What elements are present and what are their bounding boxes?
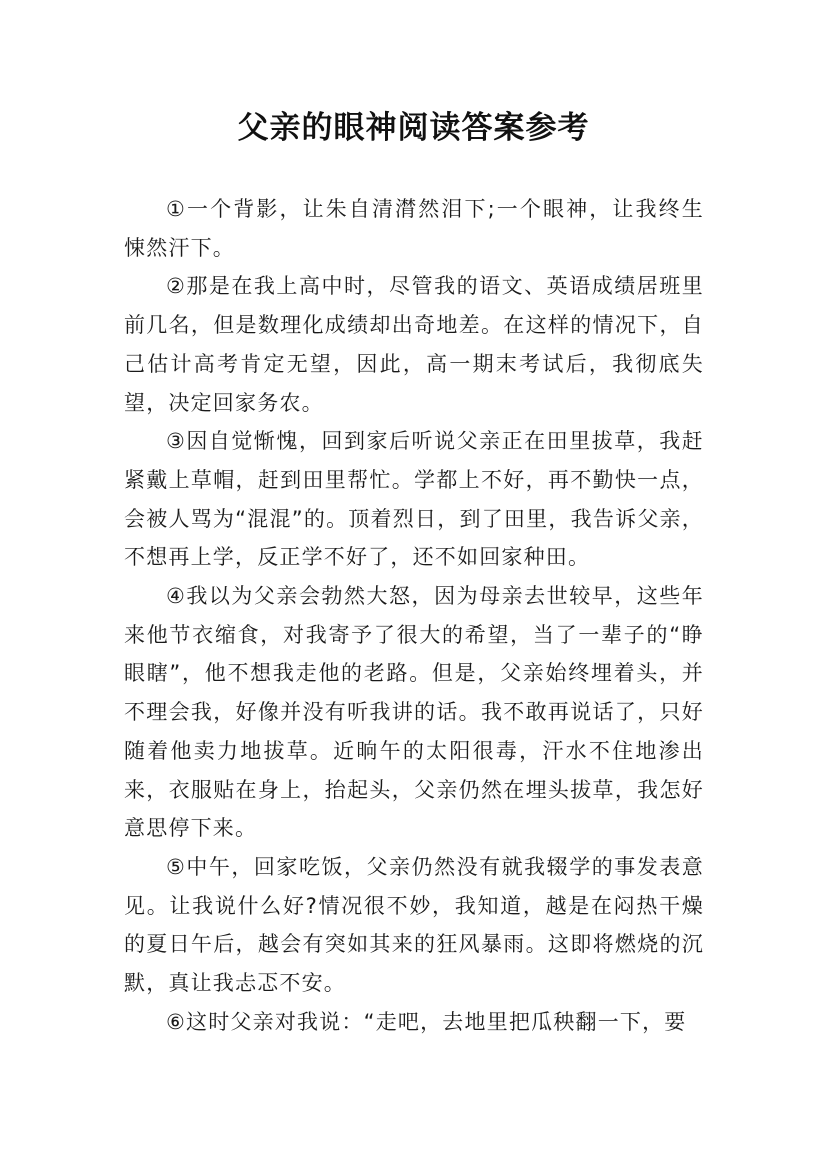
paragraph-6: ⑥这时父亲对我说：“走吧，去地里把瓜秧翻一下，要	[166, 1009, 687, 1034]
paragraph-4: ④我以为父亲会勃然大怒，因为母亲去世较早，这些年来他节衣缩食，对我寄予了很大的希望，当了一辈子的“睁眼瞎”，他不想我走他的老路。但是，父亲始终埋着头，并不理会我，好像并没有听我讲的话。我不敢再说话了，只好随着他卖力地拔草。近晌午的太阳很毒，汗水不住地渗出来，衣服贴在身上，抬起头，父亲仍然在埋头拔草，我怎好意思停下来。	[124, 584, 704, 841]
document-title: 父亲的眼神阅读答案参考	[237, 110, 590, 146]
paragraph-5: ⑤中午，回家吃饭，父亲仍然没有就我辍学的事发表意见。让我说什么好?情况很不妙，我知道，越是在闷热干燥的夏日午后，越会有突如其来的狂风暴雨。这即将燃烧的沉默，真让我忐忑不安。	[124, 854, 704, 996]
paragraph-1: ①一个背影，让朱自清潸然泪下;一个眼神，让我终生悚然汗下。	[124, 197, 704, 260]
paragraph-2: ②那是在我上高中时，尽管我的语文、英语成绩居班里前几名，但是数理化成绩却出奇地差。在这样的情况下，自己估计高考肯定无望，因此，高一期末考试后，我彻底失望，决定回家务农。	[124, 274, 704, 415]
document-body	[124, 190, 704, 1041]
paragraph-3: ③因自觉惭愧，回到家后听说父亲正在田里拔草，我赶紧戴上草帽，赶到田里帮忙。学都上不好，再不勤快一点，会被人骂为“混混”的。顶着烈日，到了田里，我告诉父亲，不想再上学，反正学不好了，还不如回家种田。	[124, 429, 704, 570]
